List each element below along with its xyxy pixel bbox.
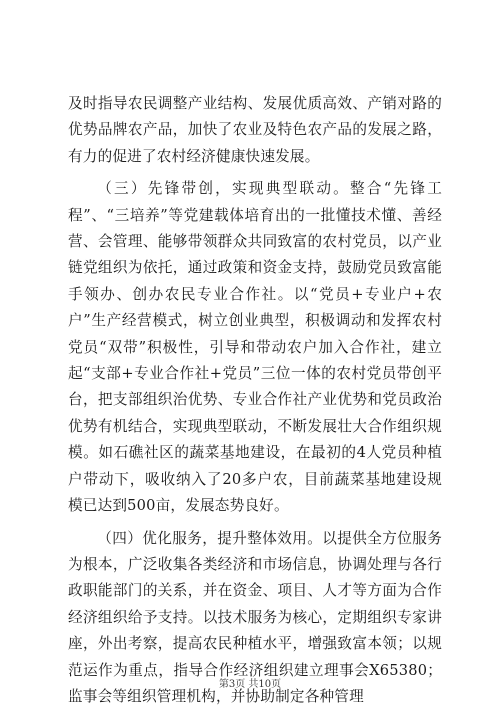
page-footer: 第3页 共10页: [0, 675, 500, 690]
paragraph-section-three: （三）先锋带创，实现典型联动。整合“先锋工程”、“三培养”等党建载体培育出的一批懂技术懂、善经营、会管理、能够带领群众共同致富的农村党员，以产业链党组织为依托，通过政策和资金支持，鼓励党员致富能手领办、创办农民专业合作社。以“党员+专业户+农户”生产经营模式，树立创业典型，积极调动和发挥农村党员“双带”积极性，引导和带动农户加入合作社，建立起“支部+专业合作社+党员”三位一体的农村党员带创平台，把支部组织治优势、专业合作社产业优势和党员政治优势有机结合，实现典型联动，不断发展壮大合作组织规模。如石礁社区的蔬菜基地建设，在最初的4人党员种植户带动下，吸收纳入了20多户农，目前蔬菜基地建设规模已达到500亩，发展态势良好。: [68, 176, 442, 519]
document-body: [68, 91, 442, 710]
paragraph-section-four: （四）优化服务，提升整体效用。以提供全方位服务为根本，广泛收集各类经济和市场信息，协调处理与各行政职能部门的关系，并在资金、项目、人才等方面为合作经济组织给予支持。以技术服务为核心，定期组织专家讲座，外出考察，提高农民种植水平，增强致富本领；以规范运作为重点，指导合作经济组织建立理事会X65380；监事会等组织管理机构，并协助制定各种管理: [68, 526, 442, 710]
paragraph-continuation: 及时指导农民调整产业结构、发展优质高效、产销对路的优势品牌农产品，加快了农业及特色农产品的发展之路，有力的促进了农村经济健康快速发展。: [68, 91, 442, 170]
